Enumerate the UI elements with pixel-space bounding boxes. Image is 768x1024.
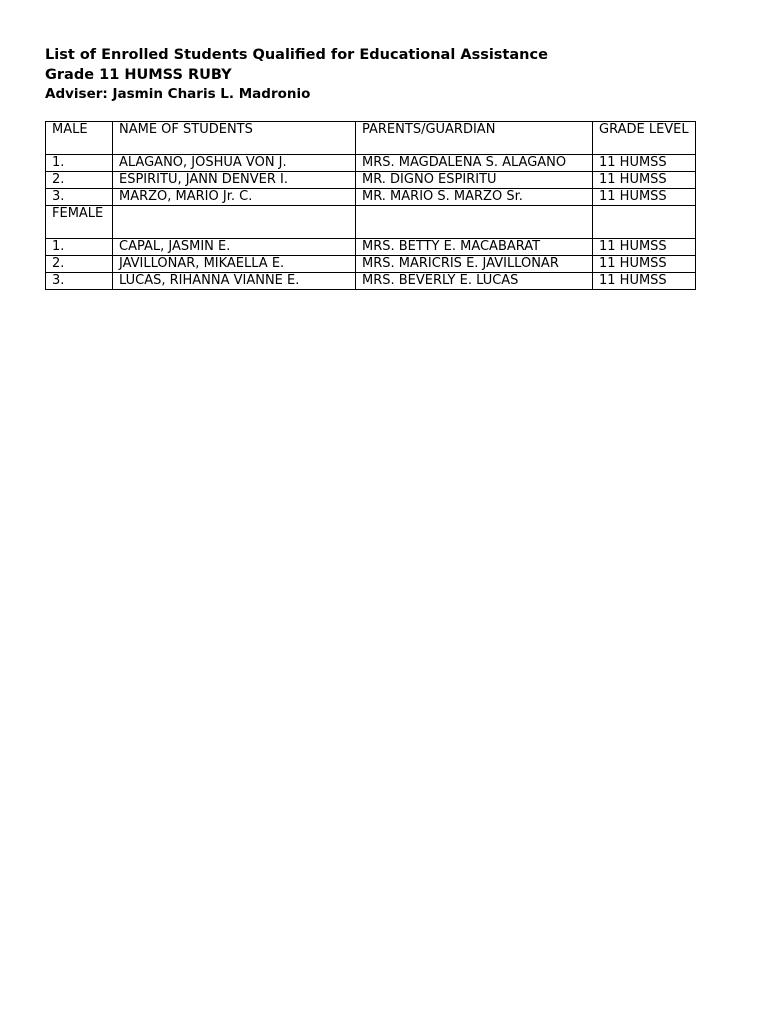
row-number: 3. [46, 189, 113, 206]
header-male: MALE [46, 122, 113, 155]
female-label: FEMALE [46, 206, 113, 239]
grade-level: 11 HUMSS [593, 239, 696, 256]
grade-level: 11 HUMSS [593, 256, 696, 273]
header-grade-level: GRADE LEVEL [593, 122, 696, 155]
grade-level: 11 HUMSS [593, 155, 696, 172]
row-number: 1. [46, 239, 113, 256]
header-parents-guardian: PARENTS/GUARDIAN [356, 122, 593, 155]
table-row [46, 256, 696, 273]
student-roster-table [45, 121, 696, 290]
empty-cell [356, 206, 593, 239]
student-name: CAPAL, JASMIN E. [113, 239, 356, 256]
document-page [45, 45, 689, 288]
student-name: MARZO, MARIO Jr. C. [113, 189, 356, 206]
table-row [46, 155, 696, 172]
class-section-title: Grade 11 HUMSS RUBY [45, 67, 232, 83]
parent-name: MRS. BETTY E. MACABARAT [356, 239, 593, 256]
row-number: 3. [46, 273, 113, 290]
table-row [46, 172, 696, 189]
header-name-of-students: NAME OF STUDENTS [113, 122, 356, 155]
table-row [46, 273, 696, 290]
document-title: List of Enrolled Students Qualified for Educational Assistance [45, 47, 548, 63]
grade-level: 11 HUMSS [593, 273, 696, 290]
adviser-line: Adviser: Jasmin Charis L. Madronio [45, 86, 311, 102]
student-name: LUCAS, RIHANNA VIANNE E. [113, 273, 356, 290]
table-header-row [46, 122, 696, 155]
row-number: 2. [46, 256, 113, 273]
empty-cell [593, 206, 696, 239]
grade-level: 11 HUMSS [593, 189, 696, 206]
student-name: ALAGANO, JOSHUA VON J. [113, 155, 356, 172]
parent-name: MRS. MARICRIS E. JAVILLONAR [356, 256, 593, 273]
parent-name: MRS. BEVERLY E. LUCAS [356, 273, 593, 290]
female-section-row [46, 206, 696, 239]
student-name: JAVILLONAR, MIKAELLA E. [113, 256, 356, 273]
parent-name: MR. DIGNO ESPIRITU [356, 172, 593, 189]
table-row [46, 189, 696, 206]
student-name: ESPIRITU, JANN DENVER I. [113, 172, 356, 189]
row-number: 1. [46, 155, 113, 172]
grade-level: 11 HUMSS [593, 172, 696, 189]
parent-name: MR. MARIO S. MARZO Sr. [356, 189, 593, 206]
row-number: 2. [46, 172, 113, 189]
parent-name: MRS. MAGDALENA S. ALAGANO [356, 155, 593, 172]
empty-cell [113, 206, 356, 239]
table-row [46, 239, 696, 256]
